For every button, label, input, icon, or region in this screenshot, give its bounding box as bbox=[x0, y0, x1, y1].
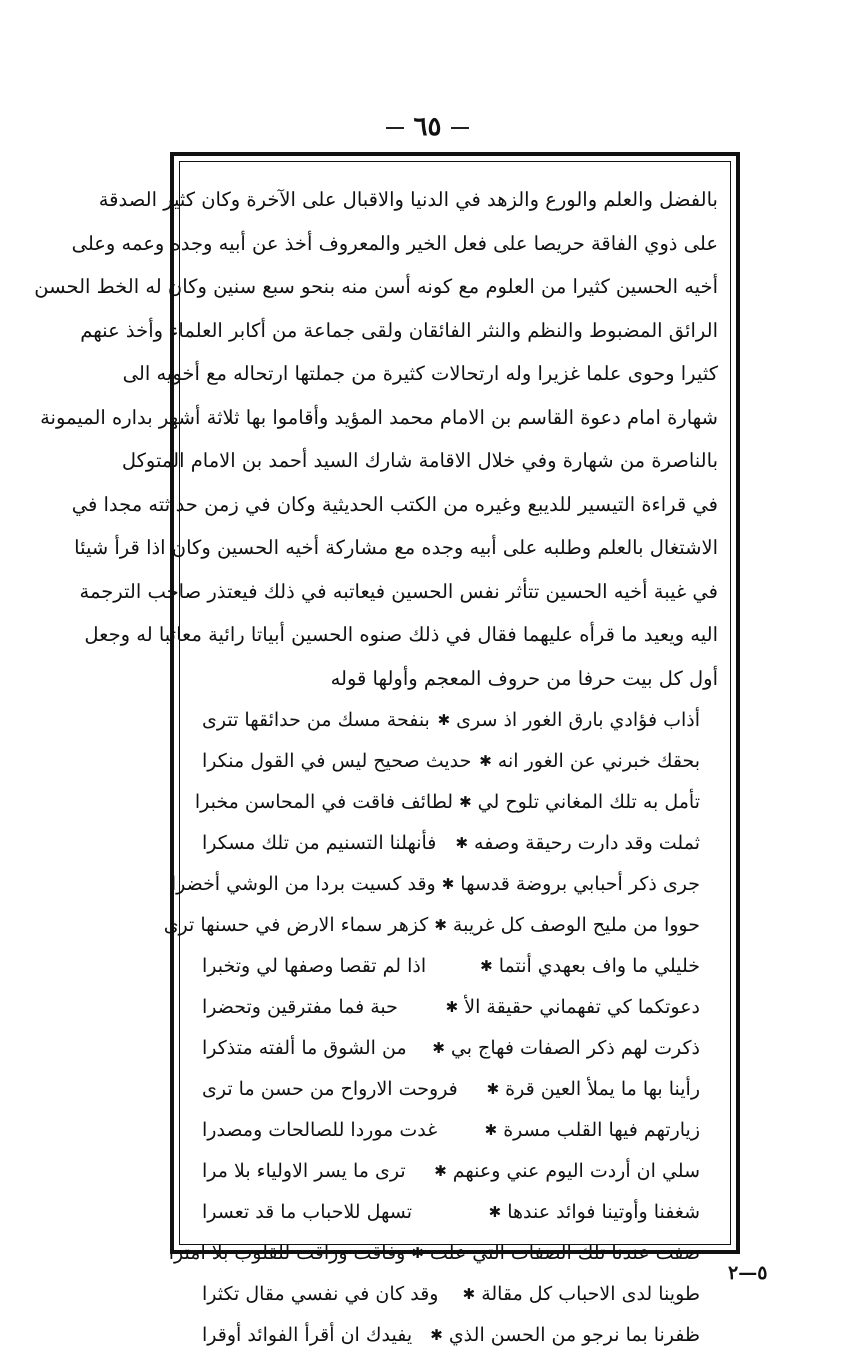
verse-first-hemistich: بحقك خبرني عن الغور انه bbox=[497, 750, 700, 772]
star-separator-icon: ✱ bbox=[479, 752, 492, 770]
verse-second-hemistich: حديث صحيح ليس في القول منكرا bbox=[202, 750, 472, 772]
prose-line: شهارة امام دعوة القاسم بن الامام محمد المؤيد وأقاموا بها ثلاثة أشهر بداره الميمونة bbox=[40, 405, 718, 429]
star-separator-icon: ✱ bbox=[434, 916, 447, 934]
verse-second-hemistich: فروحت الارواح من حسن ما ترى bbox=[202, 1078, 458, 1100]
prose-line: اليه ويعيد ما قرأه عليهما فقال في ذلك صنوه الحسين أبياتا رائية معاتبا له وجعل bbox=[84, 623, 718, 646]
verse-first-hemistich: ثملت وقد دارت رحيقة وصفه bbox=[474, 832, 700, 854]
verse-second-hemistich: وقد كان في نفسي مقال تكثرا bbox=[202, 1283, 439, 1305]
page-frame-inner bbox=[34, 161, 731, 1346]
verse-second-hemistich: تسهل للاحباب ما قد تعسرا bbox=[202, 1201, 413, 1223]
star-separator-icon: ✱ bbox=[430, 1326, 443, 1344]
verse-line bbox=[192, 1151, 718, 1192]
star-separator-icon: ✱ bbox=[486, 1080, 500, 1098]
verse-line bbox=[192, 1069, 718, 1110]
verse-line bbox=[192, 1192, 718, 1233]
star-separator-icon: ✱ bbox=[434, 1162, 447, 1180]
star-separator-icon: ✱ bbox=[445, 998, 459, 1016]
verse-first-hemistich: صفت عندنا تلك الصفات التي علت bbox=[429, 1242, 700, 1264]
star-separator-icon: ✱ bbox=[432, 1039, 445, 1057]
verse-second-hemistich: حبة فما مفترقين وتحضرا bbox=[202, 996, 398, 1018]
verse-second-hemistich: من الشوق ما ألفته متذكرا bbox=[202, 1037, 407, 1059]
star-separator-icon: ✱ bbox=[480, 957, 493, 975]
verse-first-hemistich: ظفرنا بما نرجو من الحسن الذي bbox=[448, 1324, 700, 1346]
verse-line bbox=[192, 782, 718, 823]
star-separator-icon: ✱ bbox=[459, 793, 472, 811]
signature-mark: ٥—٢ bbox=[728, 1262, 768, 1284]
star-separator-icon: ✱ bbox=[441, 875, 455, 893]
verse-line bbox=[192, 741, 718, 782]
verse-line bbox=[192, 1028, 718, 1069]
prose-line: على ذوي الفاقة حريصا على فعل الخير والمعروف أخذ عن أبيه وجده وعمه وعلى bbox=[71, 231, 718, 255]
page-number bbox=[0, 112, 855, 142]
dash-left bbox=[386, 127, 404, 129]
text-block bbox=[34, 178, 718, 1356]
prose-line: الرائق المضبوط والنظم والنثر الفائقان ولقى جماعة من أكابر العلماء وأخذ عنهم bbox=[80, 318, 718, 342]
verse-first-hemistich: خليلي ما واف بعهدي أنتما bbox=[498, 955, 700, 977]
verse-line bbox=[192, 700, 718, 741]
verse-second-hemistich: ترى ما يسر الاولياء بلا مرا bbox=[202, 1160, 406, 1182]
prose-line: الاشتغال بالعلم وطلبه على أبيه وجده مع مشاركة أخيه الحسين وكان اذا قرأ شيئا bbox=[74, 536, 718, 559]
verse-line bbox=[168, 1233, 718, 1274]
star-separator-icon: ✱ bbox=[462, 1285, 476, 1303]
verse-line bbox=[192, 946, 718, 987]
verse-line bbox=[163, 905, 718, 946]
verse-line bbox=[192, 987, 718, 1028]
prose-line: في غيبة أخيه الحسين تتأثر نفس الحسين فيعاتبه في ذلك فيعتذر صاحب الترجمة bbox=[79, 579, 718, 603]
verse-second-hemistich: فأنهلنا التسنيم من تلك مسكرا bbox=[202, 832, 437, 854]
verse-first-hemistich: حووا من مليح الوصف كل غريبة bbox=[452, 914, 700, 936]
prose-line: أخيه الحسين كثيرا من العلوم مع كونه أسن منه بنحو سبع سنين وكان له الخط الحسن bbox=[34, 275, 718, 298]
prose-line: بالناصرة من شهارة وفي خلال الاقامة شارك السيد أحمد بن الامام المتوكل bbox=[121, 449, 718, 472]
verse-second-hemistich: غدت موردا للصالحات ومصدرا bbox=[202, 1119, 438, 1141]
verse-second-hemistich: يفيدك ان أقرأ الفوائد أوقرا bbox=[202, 1324, 413, 1346]
prose-line: بالفضل والعلم والورع والزهد في الدنيا والاقبال على الآخرة وكان كثير الصدقة bbox=[98, 188, 718, 211]
verse-first-hemistich: طوينا لدى الاحباب كل مقالة bbox=[481, 1283, 700, 1305]
verse-first-hemistich: ذكرت لهم ذكر الصفات فهاج بي bbox=[450, 1037, 700, 1059]
verse-line bbox=[192, 1315, 718, 1356]
verse-line bbox=[170, 864, 718, 905]
verse-line bbox=[192, 1274, 718, 1315]
verse-first-hemistich: جرى ذكر أحبابي بروضة قدسها bbox=[460, 873, 700, 895]
page-number-value: ٦٥ bbox=[413, 112, 442, 142]
star-separator-icon: ✱ bbox=[437, 711, 451, 729]
verse-second-hemistich: اذا لم تقصا وصفها لي وتخبرا bbox=[202, 955, 427, 977]
star-separator-icon: ✱ bbox=[484, 1121, 498, 1139]
verse-line bbox=[192, 823, 718, 864]
page-frame bbox=[34, 152, 740, 1346]
prose-line: في قراءة التيسير للديبع وغيره من الكتب الحديثية وكان في زمن حداثته مجدا في bbox=[71, 492, 718, 516]
star-separator-icon: ✱ bbox=[411, 1244, 424, 1262]
verse-first-hemistich: رأينا بها ما يملأ العين قرة bbox=[505, 1078, 700, 1100]
prose-line: أول كل بيت حرفا من حروف المعجم وأولها قوله bbox=[330, 666, 718, 690]
star-separator-icon: ✱ bbox=[488, 1203, 502, 1221]
verse-second-hemistich: لطائف فاقت في المحاسن مخبرا bbox=[194, 791, 454, 813]
verse-first-hemistich: تأمل به تلك المغاني تلوح لي bbox=[477, 791, 700, 813]
verse-second-hemistich: وقد كسيت بردا من الوشي أخضرا bbox=[170, 873, 436, 895]
verse-line bbox=[192, 1110, 718, 1151]
verse-second-hemistich: وفاقت وراقت للقلوب بلا امترا bbox=[168, 1242, 406, 1264]
verse-first-hemistich: أذاب فؤادي بارق الغور اذ سرى bbox=[456, 709, 700, 731]
prose-line: كثيرا وحوى علما غزيرا وله ارتحالات كثيرة من جملتها ارتحاله مع أخويه الى bbox=[122, 362, 718, 385]
verse-first-hemistich: شغفنا وأوتينا فوائد عندها bbox=[507, 1201, 700, 1223]
dash-right bbox=[451, 127, 469, 129]
verse-first-hemistich: دعوتكما كي تفهماني حقيقة الأ bbox=[464, 996, 700, 1018]
star-separator-icon: ✱ bbox=[455, 834, 469, 852]
verse-first-hemistich: سلي ان أردت اليوم عني وعنهم bbox=[452, 1160, 700, 1182]
verse-first-hemistich: زيارتهم فيها القلب مسرة bbox=[503, 1119, 700, 1141]
verse-second-hemistich: بنفحة مسك من حدائقها تترى bbox=[202, 709, 430, 731]
verse-second-hemistich: كزهر سماء الارض في حسنها ترى bbox=[163, 914, 429, 936]
